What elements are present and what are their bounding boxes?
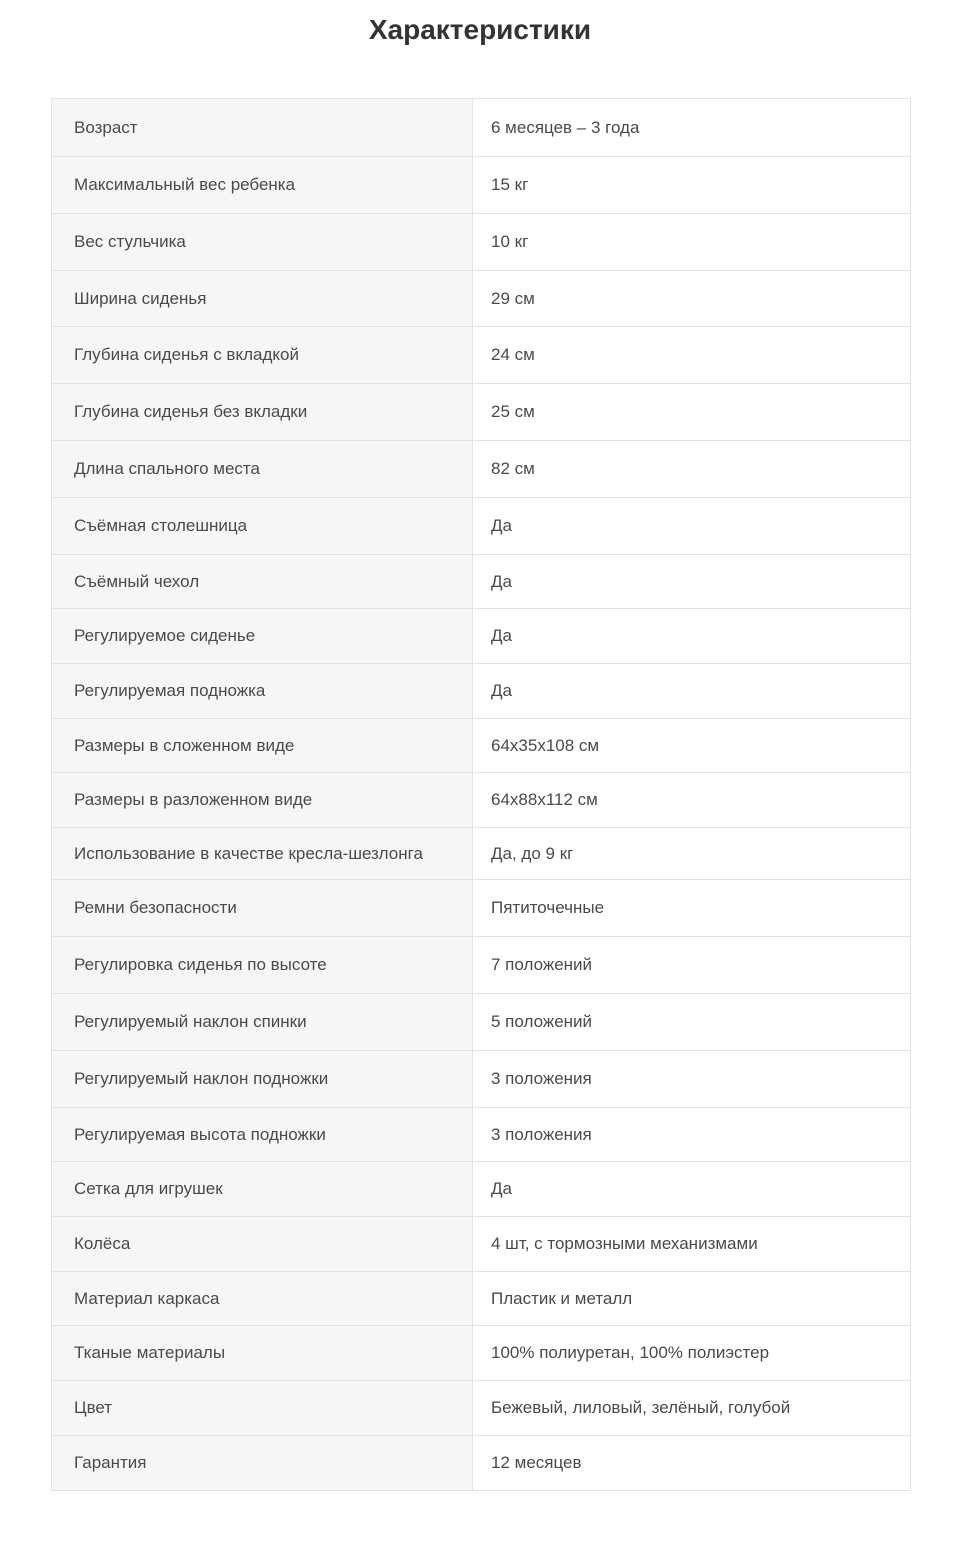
table-row (52, 773, 911, 828)
table-row (52, 1436, 911, 1491)
table-row (52, 994, 911, 1051)
spec-name: Сетка для игрушек (52, 1162, 473, 1217)
table-row (52, 327, 911, 384)
table-row (52, 157, 911, 214)
table-row (52, 1272, 911, 1326)
spec-name: Регулируемая подножка (52, 664, 473, 719)
spec-name: Максимальный вес ребенка (52, 157, 473, 214)
spec-name: Регулируемый наклон подножки (52, 1051, 473, 1108)
spec-value: Да (473, 609, 911, 664)
table-row (52, 271, 911, 327)
spec-value: Пятиточечные (473, 880, 911, 937)
spec-value: 3 положения (473, 1108, 911, 1162)
spec-value: 5 положений (473, 994, 911, 1051)
spec-value: Да (473, 664, 911, 719)
table-row (52, 498, 911, 555)
table-row (52, 1217, 911, 1272)
spec-value: Да (473, 555, 911, 609)
table-row (52, 828, 911, 880)
spec-value: 15 кг (473, 157, 911, 214)
spec-name: Возраст (52, 99, 473, 157)
spec-name: Ремни безопасности (52, 880, 473, 937)
spec-value: 25 см (473, 384, 911, 441)
table-row (52, 384, 911, 441)
spec-value: 4 шт, с тормозными механизмами (473, 1217, 911, 1272)
spec-value: 10 кг (473, 214, 911, 271)
table-row (52, 719, 911, 773)
spec-value: Да (473, 498, 911, 555)
spec-value: 100% полиуретан, 100% полиэстер (473, 1326, 911, 1381)
table-row (52, 1326, 911, 1381)
spec-value: Пластик и металл (473, 1272, 911, 1326)
table-row (52, 1162, 911, 1217)
table-row (52, 214, 911, 271)
spec-name: Глубина сиденья без вкладки (52, 384, 473, 441)
table-row (52, 609, 911, 664)
spec-name: Размеры в разложенном виде (52, 773, 473, 828)
spec-name: Материал каркаса (52, 1272, 473, 1326)
spec-value: 12 месяцев (473, 1436, 911, 1491)
spec-value: 24 см (473, 327, 911, 384)
page-title: Характеристики (368, 14, 592, 45)
table-row (52, 937, 911, 994)
spec-value: 6 месяцев – 3 года (473, 99, 911, 157)
spec-name: Глубина сиденья с вкладкой (52, 327, 473, 384)
spec-value: 64x35x108 см (473, 719, 911, 773)
spec-name: Регулируемая высота подножки (52, 1108, 473, 1162)
table-row (52, 880, 911, 937)
spec-value: Да, до 9 кг (473, 828, 911, 880)
specs-table (51, 98, 911, 1491)
spec-name: Регулируемый наклон спинки (52, 994, 473, 1051)
spec-name: Длина спального места (52, 441, 473, 498)
spec-value: 82 см (473, 441, 911, 498)
spec-name: Вес стульчика (52, 214, 473, 271)
spec-name: Гарантия (52, 1436, 473, 1491)
spec-name: Цвет (52, 1381, 473, 1436)
spec-value: 29 см (473, 271, 911, 327)
spec-name: Регулируемое сиденье (52, 609, 473, 664)
spec-name: Колёса (52, 1217, 473, 1272)
spec-name: Регулировка сиденья по высоте (52, 937, 473, 994)
table-row (52, 664, 911, 719)
specs-table-body (52, 99, 911, 1491)
table-row (52, 1108, 911, 1162)
spec-value: Бежевый, лиловый, зелёный, голубой (473, 1381, 911, 1436)
spec-value: 3 положения (473, 1051, 911, 1108)
spec-value: 64x88x112 см (473, 773, 911, 828)
spec-name: Размеры в сложенном виде (52, 719, 473, 773)
spec-name: Съёмная столешница (52, 498, 473, 555)
table-row (52, 1051, 911, 1108)
spec-name: Съёмный чехол (52, 555, 473, 609)
table-row (52, 441, 911, 498)
spec-name: Ширина сиденья (52, 271, 473, 327)
spec-name: Использование в качестве кресла-шезлонга (52, 828, 473, 880)
table-row (52, 99, 911, 157)
spec-value: 7 положений (473, 937, 911, 994)
spec-name: Тканые материалы (52, 1326, 473, 1381)
spec-value: Да (473, 1162, 911, 1217)
table-row (52, 1381, 911, 1436)
table-row (52, 555, 911, 609)
